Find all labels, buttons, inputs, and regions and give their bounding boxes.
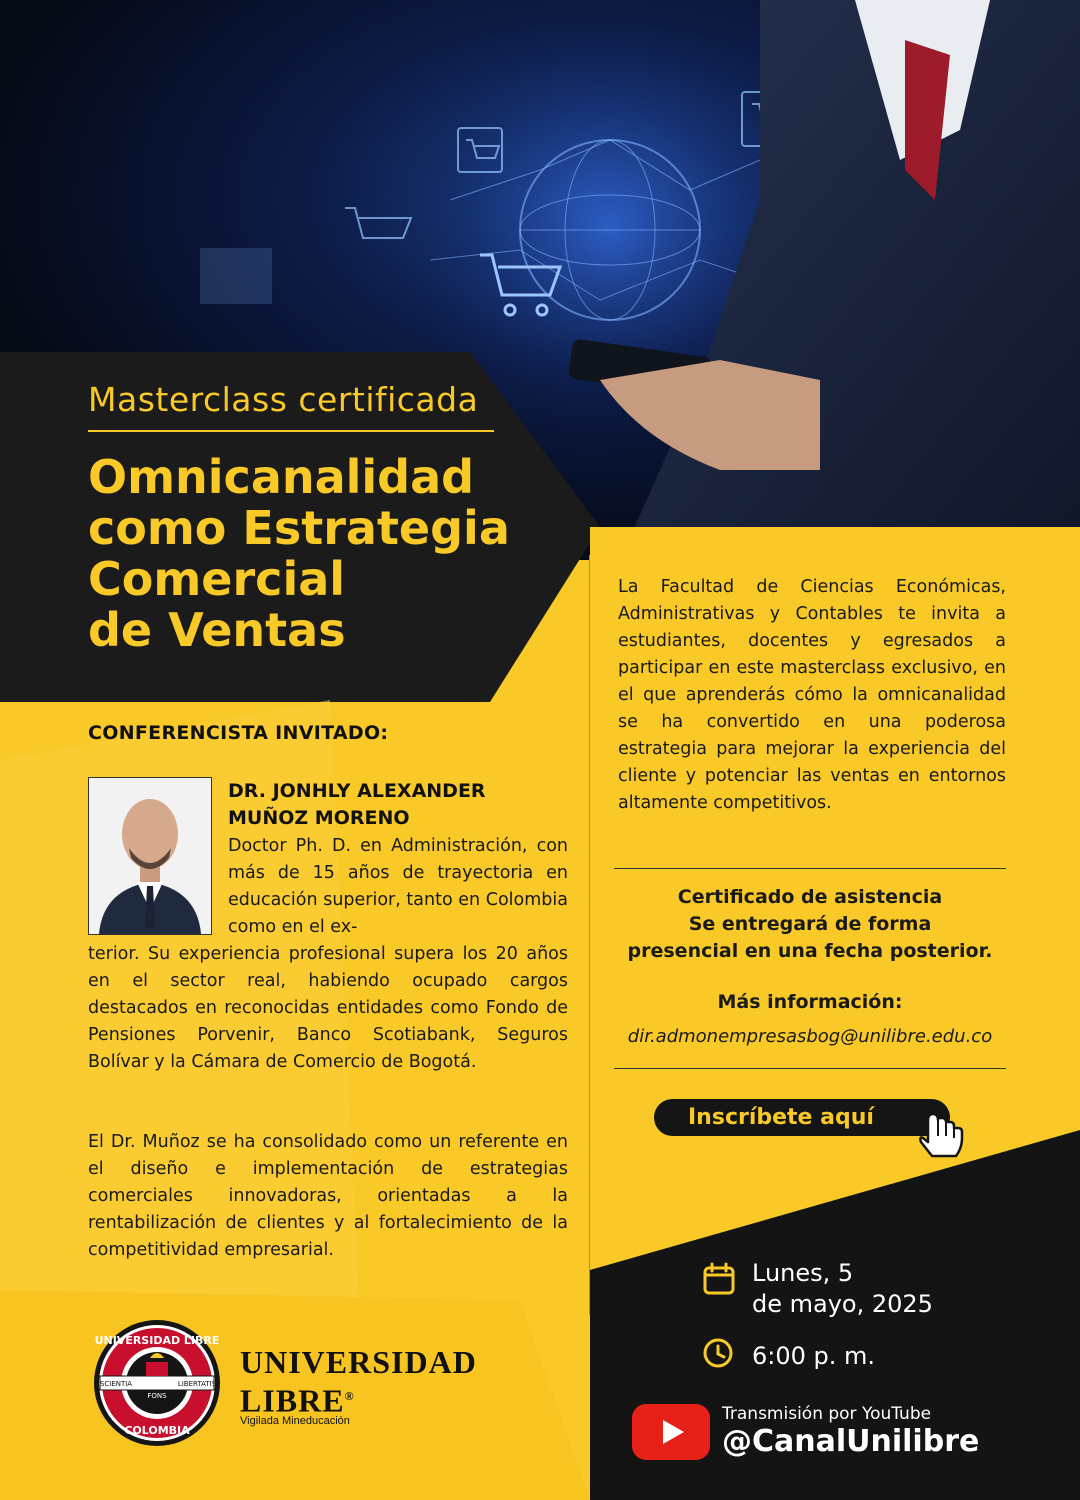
svg-text:SCIENTIA: SCIENTIA: [99, 1380, 133, 1388]
title-line: como Estrategia: [88, 501, 510, 555]
certificate-line: Certificado de asistencia: [677, 886, 943, 908]
speaker-name-line: DR. JONHLY ALEXANDER: [228, 780, 486, 802]
registered-mark: ®: [344, 1389, 355, 1403]
youtube-icon[interactable]: [632, 1404, 710, 1460]
calendar-icon: [702, 1262, 736, 1296]
column-divider: [589, 555, 590, 1315]
certificate-info: [614, 884, 1006, 965]
university-name-line: UNIVERSIDAD: [240, 1344, 477, 1380]
university-name-line: [240, 1379, 477, 1418]
svg-text:LIBERTATIS: LIBERTATIS: [177, 1380, 217, 1388]
svg-text:FONS: FONS: [147, 1392, 167, 1400]
svg-text:COLOMBIA: COLOMBIA: [124, 1424, 190, 1437]
university-name: [240, 1345, 477, 1418]
contact-email-link[interactable]: dir.admonempresasbog@unilibre.edu.co: [627, 1026, 993, 1047]
contact-label: Más información:: [717, 991, 903, 1013]
title-line: Comercial: [88, 552, 346, 606]
register-button[interactable]: Inscríbete aquí: [654, 1099, 950, 1136]
title-line: de Ventas: [88, 603, 346, 657]
youtube-channel-link[interactable]: @CanalUnilibre: [722, 1424, 980, 1459]
university-subtitle: Vigilada Mineducación: [240, 1415, 350, 1427]
university-name-libre: LIBRE: [240, 1382, 345, 1419]
date-line: de mayo, 2025: [752, 1290, 933, 1318]
divider: [614, 1068, 1006, 1069]
title-line: Omnicanalidad: [88, 450, 475, 504]
date-line: Lunes, 5: [752, 1259, 854, 1287]
kicker-divider: [88, 430, 494, 432]
speaker-name-line: MUÑOZ MORENO: [228, 807, 410, 829]
speaker-bio-rest: terior. Su experiencia profesional supera los 20 años en el sector real, habiendo ocupado cargos destacados en reconocidas entidades como Fondo de Pensiones Porvenir, Banco Scotiabank, Seguros Bolívar y la Cámara de Comercio de Bogotá.: [88, 944, 568, 1072]
university-seal-logo: [92, 1318, 222, 1448]
event-date: [752, 1258, 1012, 1320]
speaker-bio-second: El Dr. Muñoz se ha consolidado como un referente en el diseño e implementación de estrategias comerciales innovadoras, orientadas a la rentabilización de clientes y al fortalecimiento de la competitividad empresarial.: [88, 1132, 568, 1260]
speaker-name: [228, 778, 568, 832]
certificate-line: Se entregará de forma: [688, 913, 932, 935]
hand-pointer-icon: [918, 1112, 970, 1160]
page-title: [88, 452, 608, 656]
event-time: 6:00 p. m.: [752, 1342, 876, 1370]
stream-label: Transmisión por YouTube: [722, 1404, 932, 1424]
speaker-bio-intro: Doctor Ph. D. en Administración, con más de 15 años de trayectoria en educación superior, tanto en Colombia como en el ex-: [228, 836, 568, 937]
certificate-line: presencial en una fecha posterior.: [627, 940, 993, 962]
invitation-text: La Facultad de Ciencias Económicas, Administrativas y Contables te invita a estudiantes, docentes y egresados a participar en este masterclass exclusivo, en el que aprenderás cómo la omnicanalidad se ha convertido en una poderosa estrategia para mejorar la experiencia del cliente y potenciar las ventas en entornos altamente competitivos.: [618, 577, 1006, 813]
person-icon: [89, 778, 211, 934]
speaker-photo: [88, 777, 212, 935]
divider: [614, 868, 1006, 869]
svg-text:UNIVERSIDAD LIBRE: UNIVERSIDAD LIBRE: [94, 1334, 220, 1347]
kicker-text: Masterclass certificada: [88, 380, 479, 419]
clock-icon: [702, 1337, 734, 1369]
speaker-heading: CONFERENCISTA INVITADO:: [88, 722, 389, 744]
